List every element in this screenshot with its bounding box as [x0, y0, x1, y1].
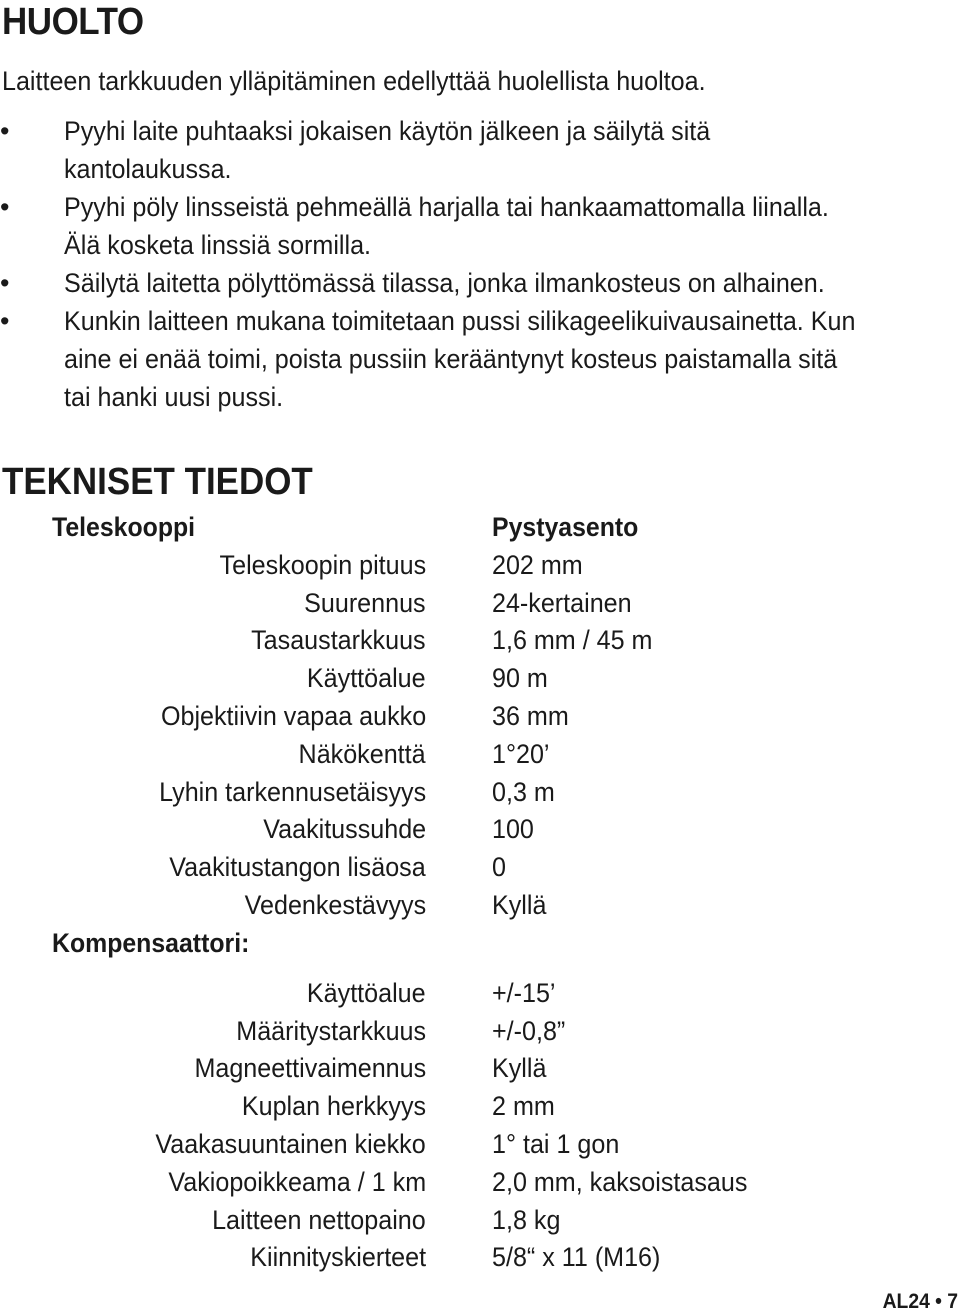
maintenance-bullet-item: [0, 302, 960, 340]
spec-label: Kiinnityskierteet: [250, 1242, 426, 1273]
spec-row: [0, 735, 960, 773]
telescope-header-row: [0, 508, 960, 546]
spec-label: Määritystarkkuus: [236, 1015, 426, 1046]
spec-value: Kyllä: [492, 1053, 547, 1084]
maintenance-bullet-continuation: [0, 226, 960, 264]
spec-label: Vedenkestävyys: [244, 889, 426, 920]
spec-row: [0, 584, 960, 622]
spec-value: 90 m: [492, 663, 548, 694]
spec-value: 5/8“ x 11 (M16): [492, 1242, 661, 1273]
spec-value: 202 mm: [492, 549, 583, 580]
spec-row: [0, 1012, 960, 1050]
spec-label: Vaakitustangon lisäosa: [169, 852, 426, 883]
spec-value: 1,6 mm / 45 m: [492, 625, 653, 656]
bullet-text: Älä kosketa linssiä sormilla.: [64, 230, 372, 260]
maintenance-bullet-list: [0, 112, 960, 416]
spec-value: 100: [492, 814, 534, 845]
compensator-header-row: [0, 924, 960, 974]
spec-value: 2,0 mm, kaksoistasaus: [492, 1166, 748, 1197]
spec-value: 36 mm: [492, 700, 569, 731]
spec-value: 1,8 kg: [492, 1204, 561, 1235]
spec-value: +/-0,8”: [492, 1015, 566, 1046]
spec-label: Käyttöalue: [307, 977, 426, 1008]
spec-row: [0, 1125, 960, 1163]
spec-row: [0, 810, 960, 848]
bullet-dot: •: [0, 268, 10, 298]
specs-heading: TEKNISET TIEDOT: [2, 461, 313, 503]
maintenance-heading: HUOLTO: [2, 1, 144, 43]
spec-label: Objektiivin vapaa aukko: [160, 700, 426, 731]
spec-value: 1°20’: [492, 738, 550, 769]
bullet-text: tai hanki uusi pussi.: [64, 382, 284, 412]
spec-row: [0, 886, 960, 924]
spec-value: 2 mm: [492, 1091, 555, 1122]
telescope-orientation-label: Pystyasento: [492, 512, 639, 542]
spec-label: Tasaustarkkuus: [251, 625, 426, 656]
spec-value: 24-kertainen: [492, 587, 632, 618]
spec-label: Lyhin tarkennusetäisyys: [158, 776, 426, 807]
spec-row: [0, 659, 960, 697]
bullet-text: aine ei enää toimi, poista pussiin kerääntynyt kosteus paistamalla sitä: [64, 344, 838, 374]
spec-value: Kyllä: [492, 889, 547, 920]
bullet-text: Pyyhi laite puhtaaksi jokaisen käytön jälkeen ja säilytä sitä: [64, 116, 711, 146]
maintenance-bullet-item: [0, 188, 960, 226]
spec-value: 0: [492, 852, 506, 883]
compensator-section-label: Kompensaattori:: [52, 927, 250, 958]
spec-value: +/-15’: [492, 977, 556, 1008]
spec-row: [0, 773, 960, 811]
maintenance-bullet-continuation: [0, 340, 960, 378]
spec-row: [0, 546, 960, 584]
spec-row: [0, 1201, 960, 1239]
spec-label: Teleskoopin pituus: [219, 549, 426, 580]
spec-row: [0, 848, 960, 886]
spec-label: Laitteen nettopaino: [212, 1204, 426, 1235]
spec-label: Vakiopoikkeama / 1 km: [168, 1166, 426, 1197]
telescope-rows: [0, 546, 960, 924]
maintenance-intro: Laitteen tarkkuuden ylläpitäminen edellyttää huolellista huoltoa.: [2, 66, 706, 96]
spec-label: Magneettivaimennus: [194, 1053, 426, 1084]
spec-label: Kuplan herkkyys: [241, 1091, 426, 1122]
spec-label: Vaakasuuntainen kiekko: [155, 1128, 426, 1159]
spec-label: Käyttöalue: [307, 663, 426, 694]
spec-label: Vaakitussuhde: [263, 814, 426, 845]
bullet-text: kantolaukussa.: [64, 154, 232, 184]
maintenance-bullet-item: [0, 264, 960, 302]
maintenance-bullet-continuation: [0, 378, 960, 416]
bullet-text: Pyyhi pöly linsseistä pehmeällä harjalla tai hankaamattomalla liinalla.: [64, 192, 829, 222]
spec-row: [0, 697, 960, 735]
bullet-dot: •: [0, 306, 10, 336]
spec-row: [0, 1163, 960, 1201]
telescope-section-label: Teleskooppi: [52, 512, 196, 542]
spec-row: [0, 621, 960, 659]
spec-value: 1° tai 1 gon: [492, 1128, 620, 1159]
spec-row: [0, 1238, 960, 1276]
bullet-dot: •: [0, 116, 10, 146]
spec-label: Näkökenttä: [298, 738, 426, 769]
spec-row: [0, 1087, 960, 1125]
spec-label: Suurennus: [304, 587, 426, 618]
spec-value: 0,3 m: [492, 776, 555, 807]
specs-table: [0, 508, 960, 1276]
bullet-text: Kunkin laitteen mukana toimitetaan pussi silikageelikuivausainetta. Kun: [64, 306, 856, 336]
page-footer: AL24 • 7: [882, 1290, 958, 1313]
bullet-dot: •: [0, 192, 10, 222]
spec-row: [0, 1049, 960, 1087]
maintenance-bullet-item: [0, 112, 960, 150]
compensator-rows: [0, 974, 960, 1276]
spec-row: [0, 974, 960, 1012]
maintenance-bullet-continuation: [0, 150, 960, 188]
bullet-text: Säilytä laitetta pölyttömässä tilassa, jonka ilmankosteus on alhainen.: [64, 268, 825, 298]
